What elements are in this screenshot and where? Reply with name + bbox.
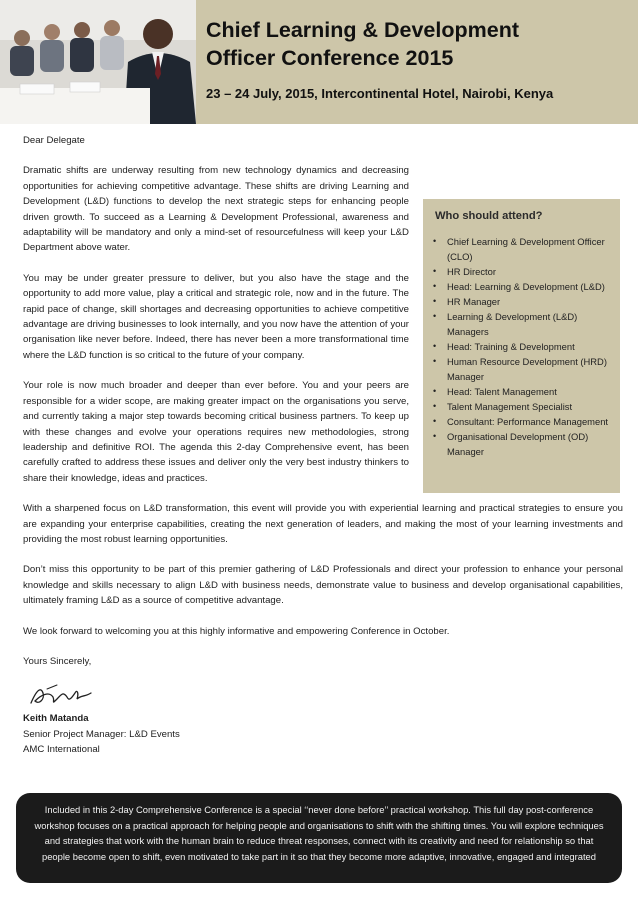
paragraph: Don’t miss this opportunity to be part of this premier gathering of L&D Professionals and direct your profession to enhance your personal knowledge and skills necessary to align L&D with business needs, demonstrate value to business and develop organisational capabilities, ultimately framing L&D as a source of competitive advantage. <box>23 564 623 607</box>
bullet-icon: • <box>433 415 437 426</box>
bullet-icon: • <box>433 295 437 306</box>
title-line-1: Chief Learning & Development <box>206 18 519 42</box>
bullet-icon: • <box>433 430 437 441</box>
page-header <box>0 0 638 124</box>
bullet-icon: • <box>433 280 437 291</box>
conference-photo-illustration <box>0 0 196 124</box>
list-item: • Human Resource Development (HRD) Manager <box>433 355 607 382</box>
conference-date-venue: 23 – 24 July, 2015, Intercontinental Hotel, Nairobi, Kenya <box>206 86 554 101</box>
list-item: • HR Manager <box>433 295 501 307</box>
handwritten-signature <box>27 679 97 711</box>
signature-block <box>23 679 623 757</box>
sidebar-title: Who should attend? <box>435 210 543 223</box>
conference-title <box>206 16 628 72</box>
bullet-icon: • <box>433 400 437 411</box>
paragraph: Your role is now much broader and deeper than ever before. You and your peers are responsible for a wider scope, are making greater impact on the organisations you serve, and currently taking a major step towards becoming critical business partners. To keep up with these changes and evolve your operations requires new methodologies, strong leadership and definitive ROI. The agenda this 2-day Comprehensive event, has been carefully crafted to address these issues and deliver only the very best industry thinkers to share their knowledge, ideas and practices. <box>23 380 409 484</box>
paragraph: We look forward to welcoming you at this highly informative and empowering Conference in October. <box>23 625 450 637</box>
list-item: • Learning & Development (L&D) Managers <box>433 310 578 337</box>
who-should-attend-box <box>423 199 620 493</box>
signer-title: Senior Project Manager: L&D Events <box>23 728 180 740</box>
bullet-icon: • <box>433 340 437 351</box>
list-item: • Head: Talent Management <box>433 385 557 397</box>
signer-name: Keith Matanda <box>23 713 89 725</box>
signer-company: AMC International <box>23 744 100 756</box>
list-item: • Talent Management Specialist <box>433 400 573 412</box>
list-item: • HR Director <box>433 265 496 277</box>
workshop-banner <box>16 793 622 883</box>
paragraph: With a sharpened focus on L&D transformation, this event will provide you with experiential learning and practical strategies to ensure you are expanding your enterprise capabilities, creating the next generation of leaders, and making the most of your learning investments and providing the most robust learning opportunities. <box>23 503 623 545</box>
list-item: • Consultant: Performance Management <box>433 415 609 427</box>
bullet-icon: • <box>433 355 437 366</box>
list-item: • Chief Learning & Development Officer (CLO) <box>433 235 605 262</box>
attendee-list <box>431 234 612 459</box>
title-panel <box>196 0 638 124</box>
bullet-icon: • <box>433 385 437 396</box>
closing: Yours Sincerely, <box>23 655 92 667</box>
letter-body <box>23 133 623 758</box>
list-item: • Organisational Development (OD) Manager <box>433 430 589 457</box>
bullet-icon: • <box>433 235 437 246</box>
paragraph: Dramatic shifts are underway resulting from new technology dynamics and decreasing opportunities for achieving competitive advantage. These shifts are driving Learning and Development (L&D) functions to develop the next strategic steps for enhancing people driven growth. To succeed as a Learning & Development Professional, awareness and adaptability will be mandatory and only a mind-set of resourcefulness will keep your L&D Department above water. <box>23 165 409 254</box>
title-line-2: Officer Conference 2015 <box>206 46 454 70</box>
list-item: • Head: Training & Development <box>433 340 575 352</box>
workshop-description: Included in this 2-day Comprehensive Conference is a special ‘‘never done before’’ practical workshop. This full day post-conference workshop focuses on a practical approach for helping people and organisations to shift with the shifting times. You will explore techniques and strategies that work with the human brain to reduce threat responses, connect with its creativity and need for relationship so that people become open to shift, even motivated to take part in it so that they become more adaptive, innovative, engaged and integrated <box>34 804 604 862</box>
greeting: Dear Delegate <box>23 135 85 146</box>
bullet-icon: • <box>433 265 437 276</box>
list-item: • Head: Learning & Development (L&D) <box>433 280 605 292</box>
header-photo <box>0 0 196 124</box>
paragraph: You may be under greater pressure to deliver, but you also have the stage and the opportunity to add more value, play a critical and strategic role, now and in the future. The rapid pace of change, skill shortages and decreasing opportunities to achieve competitive advantage are driving businesses to look internally, and you now have the attention of your organisation like never before. Indeed, there has never been a more transformational time where the L&D function is so critical to the future of your company. <box>23 272 409 361</box>
bullet-icon: • <box>433 310 437 321</box>
